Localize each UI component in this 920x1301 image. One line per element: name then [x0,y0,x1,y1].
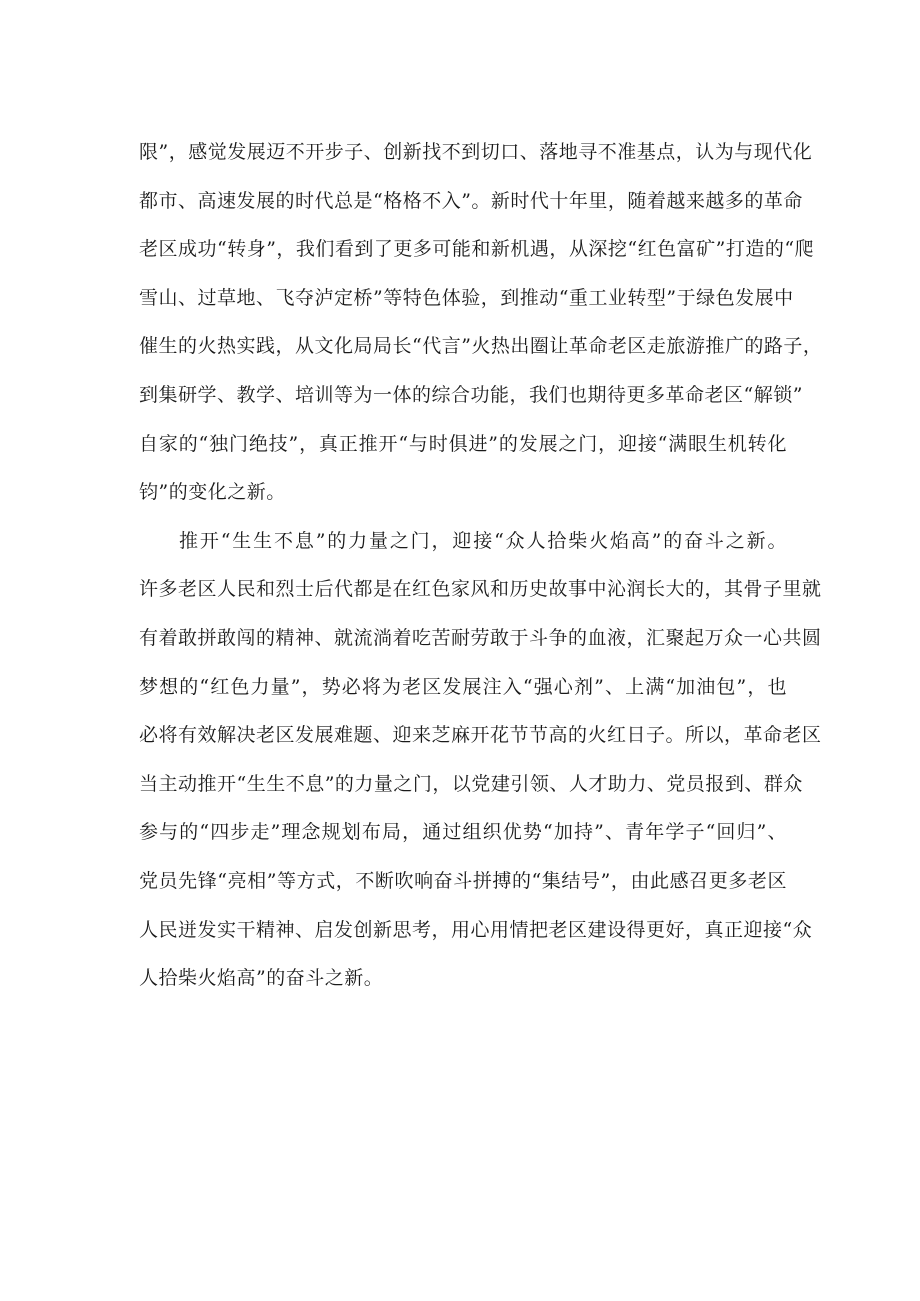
paragraph-lead-line: 推开“生生不息”的力量之门，迎接“众人拾柴火焰高”的奋斗之新。 [179,529,787,552]
text-line: 人拾柴火焰高”的奋斗之新。 [139,967,384,990]
text-line: 自家的“独门绝技”，真正推开“与时俱进”的发展之门，迎接“满眼生机转化 [139,432,787,455]
paragraph-1 [139,128,823,517]
text-line: 当主动推开“生生不息”的力量之门，以党建引领、人才助力、党员报到、群众 [139,772,803,795]
text-line: 催生的火热实践，从文化局局长“代言”火热出圈让革命老区走旅游推广的路子， [139,335,823,358]
text-line: 参与的“四步走”理念规划布局，通过组织优势“加持”、青年学子“回归”、 [139,821,787,844]
text-line: 雪山、过草地、飞夺泸定桥”等特色体验，到推动“重工业转型”于绿色发展中 [139,286,794,309]
text-line: 许多老区人民和烈士后代都是在红色家风和历史故事中沁润长大的，其骨子里就 [139,578,822,601]
text-line: 钧”的变化之新。 [139,481,286,504]
text-line: 有着敢拼敢闯的精神、就流淌着吃苦耐劳敢于斗争的血液，汇聚起万众一心共圆 [139,626,822,649]
text-line: 限”，感觉发展迈不开步子、创新找不到切口、落地寻不准基点，认为与现代化 [139,141,813,163]
body-text [139,128,823,1003]
text-line: 老区成功“转身”，我们看到了更多可能和新机遇，从深挖“红色富矿”打造的“爬 [139,238,815,261]
paragraph-2 [139,517,822,1003]
text-line: 必将有效解决老区发展难题、迎来芝麻开花节节高的火红日子。所以，革命老区 [139,724,822,747]
text-line: 到集研学、教学、培训等为一体的综合功能，我们也期待更多革命老区“解锁” [139,383,803,406]
text-line: 党员先锋“亮相”等方式，不断吹响奋斗拼搏的“集结号”，由此感召更多老区 [139,869,787,892]
text-line: 都市、高速发展的时代总是“格格不入”。新时代十年里，随着越来越多的革命 [139,189,803,212]
text-line: 人民迸发实干精神、启发创新思考，用心用情把老区建设得更好，真正迎接“众 [139,918,813,941]
text-line: 梦想的“红色力量”，势必将为老区发展注入“强心剂”、上满“加油包”，也 [139,675,787,698]
